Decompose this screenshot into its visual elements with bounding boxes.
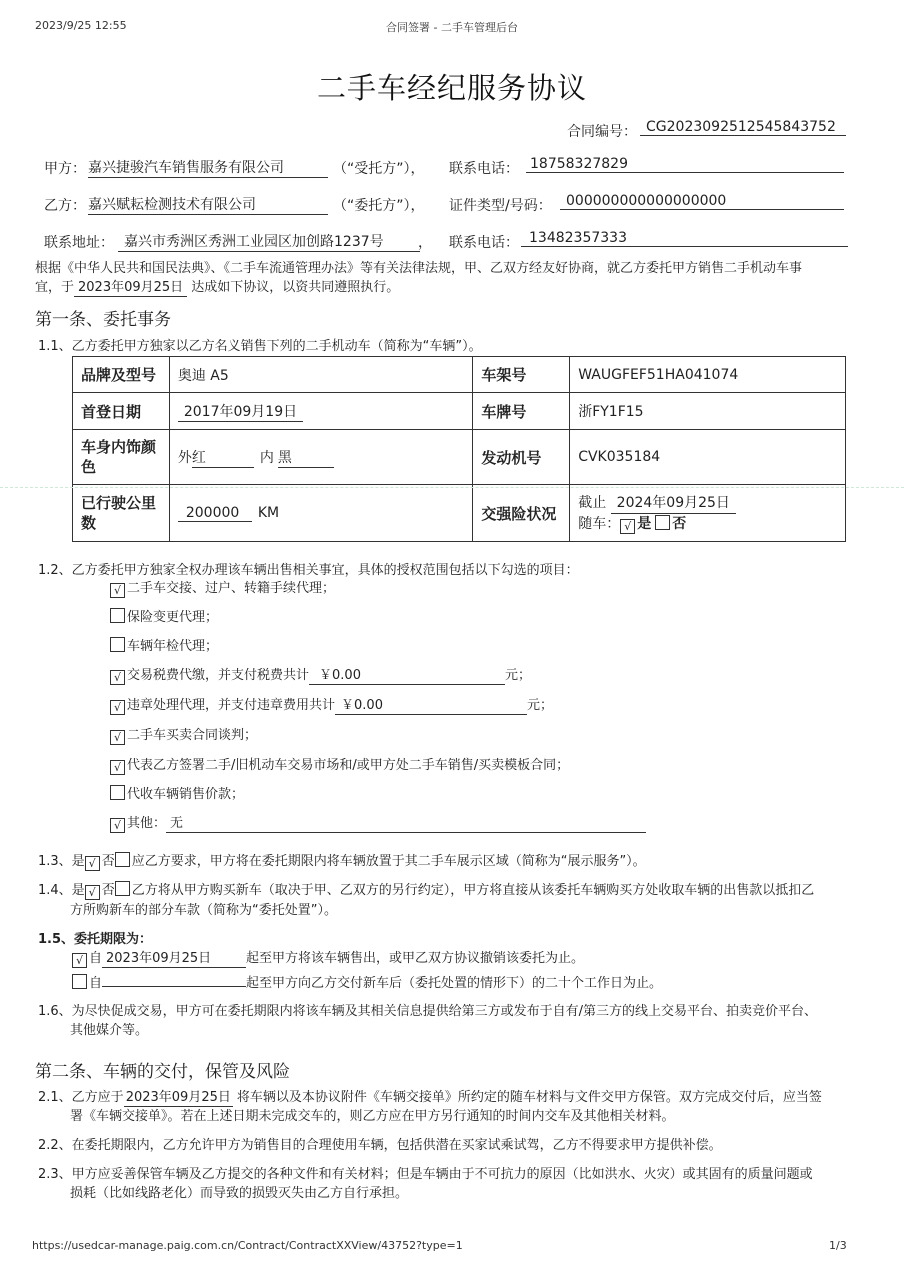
- yes-checkbox[interactable]: √: [85, 885, 100, 900]
- party-b-id-label: 证件类型/号码：: [449, 198, 552, 214]
- violation-unit: 元；: [527, 698, 554, 713]
- checklist-item: [110, 607, 218, 629]
- term-a-text: 起至甲方将该车辆售出，或甲乙双方协议撤销该委托为止。: [246, 951, 585, 966]
- item-label: 其他：: [127, 816, 167, 831]
- ins-date: 2024年09月25日: [611, 493, 736, 514]
- intro-line-2: [35, 277, 399, 299]
- insurance-with-car: [578, 514, 837, 534]
- document-title: 二手车经纪服务协议: [316, 71, 587, 105]
- color-label: 车身内饰颜色: [73, 430, 170, 485]
- item-checkbox[interactable]: √: [110, 760, 125, 775]
- party-b-id: 000000000000000000: [560, 193, 844, 210]
- mileage-unit: KM: [257, 504, 280, 521]
- clause-1-6-line-2: 其他媒介等。: [70, 1023, 149, 1038]
- party-a-phone: 18758327829: [526, 156, 844, 173]
- item-label: 保险变更代理；: [127, 610, 219, 625]
- table-row: [73, 430, 846, 485]
- clause-1-4-text: 乙方将从甲方购买新车（取决于甲、乙双方的另行约定），甲方将直接从该委托车辆购买方处收取车辆的出售款以抵扣乙: [131, 883, 815, 898]
- item-checkbox[interactable]: [110, 608, 125, 623]
- term-option-b: [72, 969, 662, 995]
- print-url: https://usedcar-manage.paig.com.cn/Contract/ContractXXView/43752?type=1: [32, 1239, 463, 1252]
- item-checkbox[interactable]: √: [110, 730, 125, 745]
- insurance-expiry: [578, 493, 837, 514]
- checklist-item: [110, 578, 335, 600]
- table-row: [73, 357, 846, 393]
- yes-label: 是: [637, 515, 652, 532]
- ext-prefix: 外: [177, 449, 192, 466]
- party-a-name: 嘉兴捷骏汽车销售服务有限公司: [88, 157, 328, 178]
- clause-1-3-text: 应乙方要求，甲方将在委托期限内将车辆放置于其二手车展示区域（简称为“展示服务”）。: [131, 854, 646, 869]
- item-checkbox[interactable]: √: [110, 583, 125, 598]
- table-row: [73, 393, 846, 430]
- ext-color: 红: [192, 447, 254, 468]
- item-label: 代表乙方签署二手/旧机动车交易市场和/或甲方处二手车销售/买卖模板合同；: [127, 758, 570, 773]
- no-checkbox[interactable]: [115, 881, 130, 896]
- item-label: 交易税费代缴，并支付税费共计: [127, 668, 310, 683]
- address-label: 联系地址：: [44, 235, 114, 251]
- mileage-label: 已行驶公里数: [73, 485, 170, 542]
- party-a-phone-label: 联系电话：: [449, 161, 519, 177]
- term-a-date: 2023年09月25日: [102, 950, 246, 968]
- clause-1-5-heading: 1.5、委托期限为：: [38, 932, 153, 947]
- reg-date-cell: [169, 393, 473, 430]
- term-a-checkbox[interactable]: √: [72, 953, 87, 968]
- with-car-label: 随车：: [578, 515, 621, 532]
- item-checkbox[interactable]: √: [110, 670, 125, 685]
- mileage-cell: [169, 485, 473, 542]
- reg-date-value: 2017年09月19日: [178, 401, 303, 422]
- clause-2-1-text: 将车辆以及本协议附件《车辆交接单》所约定的随车材料与文件交甲方保管。双方完成交付后，应当签: [236, 1090, 822, 1105]
- engine-label: 发动机号: [473, 430, 570, 485]
- other-value: 无: [166, 815, 646, 833]
- clause-1-1: 1.1、乙方委托甲方独家以乙方名义销售下列的二手机动车（简称为“车辆”）。: [38, 339, 482, 354]
- plate-label: 车牌号: [473, 393, 570, 430]
- intro-suffix: 达成如下协议，以资共同遵照执行。: [191, 280, 400, 295]
- party-b-phone-label: 联系电话：: [449, 235, 519, 251]
- term-b-checkbox[interactable]: [72, 974, 87, 989]
- section-1-heading: 第一条、委托事务: [35, 310, 171, 330]
- engine-value: CVK035184: [570, 430, 846, 485]
- print-timestamp: 2023/9/25 12:55: [35, 19, 127, 32]
- address-sep: ，: [418, 235, 432, 251]
- section-2-heading: 第二条、车辆的交付，保管及风险: [35, 1062, 290, 1082]
- print-page-title: 合同签署 - 二手车管理后台: [386, 21, 518, 34]
- checklist-item: [110, 636, 218, 658]
- clause-1-3-yes: 1.3、是: [38, 854, 85, 869]
- tax-unit: 元；: [505, 668, 532, 683]
- violation-amount: ￥0.00: [335, 697, 527, 715]
- table-row: [73, 485, 846, 542]
- tax-amount: ￥0.00: [309, 667, 505, 685]
- no-checkbox[interactable]: [115, 852, 130, 867]
- clause-2-1-date: 2023年09月25日: [125, 1090, 231, 1105]
- address: 嘉兴市秀洲区秀洲工业园区加创路1237号: [118, 231, 420, 252]
- clause-1-4-no: 否: [101, 883, 115, 898]
- item-label: 代收车辆销售价款；: [127, 787, 245, 802]
- checklist-item: [110, 665, 531, 687]
- item-label: 二手车交接、过户、转籍手续代理；: [127, 581, 336, 596]
- clause-2-3: 2.3、甲方应妥善保管车辆及乙方提交的各种文件和有关材料；但是车辆由于不可抗力的原因（比如洪水、火灾）或其固有的质量问题或: [38, 1167, 813, 1182]
- party-a-label: 甲方：: [44, 161, 86, 177]
- contract-no-label: 合同编号：: [567, 124, 637, 140]
- contract-no: CG2023092512545843752: [640, 119, 846, 136]
- clause-2-3-line-2: 损耗（比如线路老化）而导致的损毁灭失由乙方自行承担。: [70, 1186, 409, 1201]
- clause-1-4-yes: 1.4、是: [38, 883, 85, 898]
- vin-value: WAUGFEF51HA041074: [570, 357, 846, 393]
- item-label: 二手车买卖合同谈判；: [127, 728, 258, 743]
- int-prefix: 内: [259, 449, 274, 466]
- color-cell: [169, 430, 473, 485]
- term-b-date: [102, 969, 246, 987]
- checklist-item: [110, 695, 553, 717]
- term-b-from: 自: [89, 976, 103, 991]
- checklist-item: [110, 813, 646, 835]
- divider: [0, 487, 904, 488]
- intro-prefix: 宜，于: [35, 280, 75, 295]
- checklist-item: [110, 784, 244, 806]
- yes-checkbox[interactable]: √: [85, 856, 100, 871]
- checklist-item: [110, 755, 569, 777]
- party-b-phone: 13482357333: [521, 230, 848, 247]
- checklist-item: [110, 725, 257, 747]
- intro-date: 2023年09月25日: [74, 280, 187, 297]
- brand-value: 奥迪 A5: [169, 357, 473, 393]
- ins-prefix: 截止: [578, 494, 607, 511]
- clause-1-3-no: 否: [101, 854, 115, 869]
- item-label: 车辆年检代理；: [127, 639, 219, 654]
- party-b-role: （“委托方”），: [333, 198, 425, 214]
- plate-value: 浙FY1F15: [570, 393, 846, 430]
- no-label: 否: [672, 515, 687, 532]
- party-b-name: 嘉兴赋耘检测技术有限公司: [88, 194, 328, 215]
- term-option-a: [72, 948, 584, 970]
- clause-1-4: [38, 880, 814, 902]
- brand-label: 品牌及型号: [73, 357, 170, 393]
- vehicle-table: [72, 356, 846, 542]
- intro-line-1: 根据《中华人民共和国民法典》、《二手车流通管理办法》等有关法律法规，甲、乙双方经友好协商，就乙方委托甲方销售二手机动车事: [35, 261, 803, 276]
- term-b-text: 起至甲方向乙方交付新车后（委托处置的情形下）的二十个工作日为止。: [246, 976, 663, 991]
- clause-1-6: 1.6、为尽快促成交易，甲方可在委托期限内将该车辆及其相关信息提供给第三方或发布于自有/第三方的线上交易平台、拍卖竞价平台、: [38, 1004, 818, 1019]
- clause-1-2: 1.2、乙方委托甲方独家全权办理该车辆出售相关事宜，具体的授权范围包括以下勾选的项目：: [38, 563, 579, 578]
- item-label: 违章处理代理，并支付违章费用共计: [127, 698, 336, 713]
- clause-1-3: [38, 851, 646, 873]
- int-color: 黑: [278, 447, 334, 468]
- yes-checkbox[interactable]: √: [620, 519, 635, 534]
- reg-date-label: 首登日期: [73, 393, 170, 430]
- insurance-label: 交强险状况: [473, 485, 570, 542]
- party-a-role: （“受托方”），: [333, 161, 425, 177]
- party-b-label: 乙方：: [44, 198, 86, 214]
- vin-label: 车架号: [473, 357, 570, 393]
- clause-1-4-line-2: 方所购新车的部分车款（简称为“委托处置”）。: [70, 903, 337, 918]
- clause-2-2: 2.2、在委托期限内，乙方允许甲方为销售目的合理使用车辆，包括供潜在买家试乘试驾，乙方不得要求甲方提供补偿。: [38, 1138, 722, 1153]
- clause-2-1-line-2: 署《车辆交接单》。若在上述日期未完成交车的，则乙方应在甲方另行通知的时间内交车及其他相关材料。: [70, 1109, 675, 1124]
- item-checkbox[interactable]: √: [110, 700, 125, 715]
- item-checkbox[interactable]: [110, 785, 125, 800]
- item-checkbox[interactable]: [110, 637, 125, 652]
- mileage-value: 200000: [178, 505, 252, 522]
- no-checkbox[interactable]: [655, 515, 670, 530]
- clause-2-1-prefix: 2.1、乙方应于: [38, 1090, 124, 1105]
- print-page-number: 1/3: [829, 1239, 847, 1252]
- term-a-from: 自: [89, 951, 103, 966]
- item-checkbox[interactable]: √: [110, 818, 125, 833]
- insurance-cell: [570, 485, 846, 542]
